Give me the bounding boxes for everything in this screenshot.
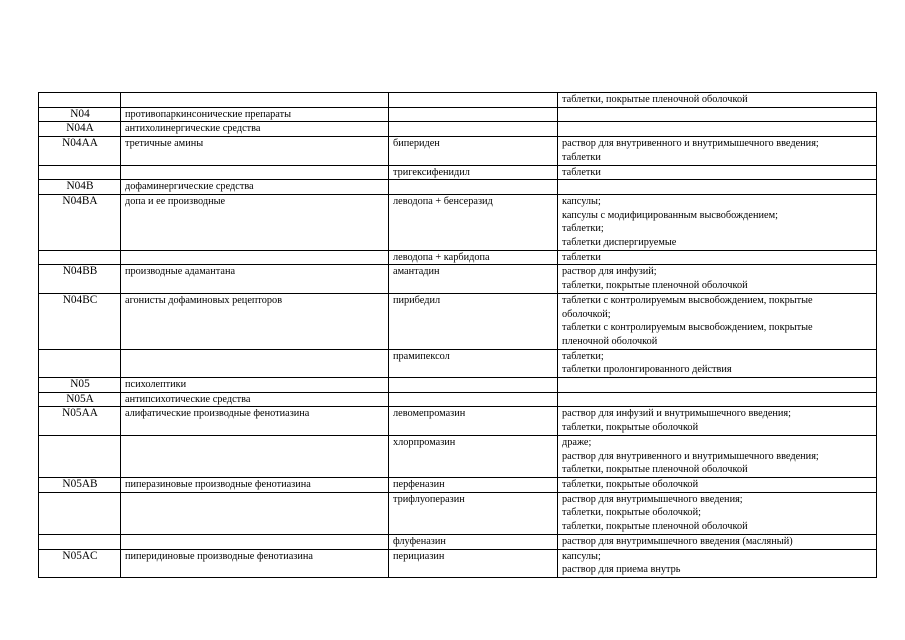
group-name-cell: антихолинергические средства bbox=[121, 122, 389, 137]
dosage-form-line: раствор для внутривенного и внутримышечного введения; bbox=[562, 138, 819, 150]
drug-name-cell: левомепромазин bbox=[389, 407, 558, 435]
drug-name-cell: перициазин bbox=[389, 549, 558, 577]
dosage-forms-cell bbox=[558, 435, 877, 477]
dosage-form-line: раствор для внутримышечного введения (масляный) bbox=[562, 535, 793, 547]
table-row bbox=[39, 137, 877, 165]
dosage-form-line: капсулы с модифицированным высвобождением; bbox=[562, 209, 778, 221]
dosage-form-line: таблетки, покрытые оболочкой bbox=[562, 478, 699, 490]
drug-name-cell: пирибедил bbox=[389, 293, 558, 349]
dosage-forms-cell bbox=[558, 107, 877, 122]
drug-name-cell bbox=[389, 122, 558, 137]
dosage-forms-cell bbox=[558, 250, 877, 265]
group-name-cell: допа и ее производные bbox=[121, 194, 389, 250]
drug-name-cell: хлорпромазин bbox=[389, 435, 558, 477]
drug-name-cell: тригексифенидил bbox=[389, 165, 558, 180]
atc-drug-table bbox=[38, 92, 877, 578]
atc-code-cell: N04BB bbox=[39, 265, 121, 293]
dosage-form-line: капсулы; bbox=[562, 550, 601, 562]
table-row bbox=[39, 549, 877, 577]
table-row bbox=[39, 534, 877, 549]
atc-code-cell: N05AA bbox=[39, 407, 121, 435]
dosage-forms-cell bbox=[558, 265, 877, 293]
dosage-forms-cell bbox=[558, 165, 877, 180]
dosage-forms-cell bbox=[558, 122, 877, 137]
dosage-form-line: таблетки, покрытые пленочной оболочкой bbox=[562, 280, 748, 292]
group-name-cell: пиперидиновые производные фенотиазина bbox=[121, 549, 389, 577]
atc-code-cell: N04BC bbox=[39, 293, 121, 349]
drug-name-cell: прамипексол bbox=[389, 349, 558, 377]
atc-code-cell bbox=[39, 349, 121, 377]
table-row bbox=[39, 107, 877, 122]
drug-name-cell bbox=[389, 378, 558, 393]
table-row bbox=[39, 477, 877, 492]
dosage-form-line: драже; bbox=[562, 436, 592, 448]
table-row bbox=[39, 122, 877, 137]
atc-code-cell: N04A bbox=[39, 122, 121, 137]
table-row bbox=[39, 392, 877, 407]
dosage-form-line: таблетки, покрытые пленочной оболочкой bbox=[562, 94, 748, 105]
atc-code-cell bbox=[39, 93, 121, 108]
drug-name-cell: бипериден bbox=[389, 137, 558, 165]
table-row bbox=[39, 165, 877, 180]
atc-code-cell bbox=[39, 250, 121, 265]
dosage-forms-cell bbox=[558, 137, 877, 165]
group-name-cell bbox=[121, 349, 389, 377]
group-name-cell bbox=[121, 93, 389, 108]
dosage-form-line: таблетки, покрытые оболочкой bbox=[562, 422, 699, 434]
dosage-forms-cell bbox=[558, 477, 877, 492]
atc-code-cell: N04B bbox=[39, 180, 121, 195]
dosage-form-line: раствор для внутривенного и внутримышечного введения; bbox=[562, 450, 819, 462]
dosage-form-line: таблетки bbox=[562, 166, 601, 178]
group-name-cell bbox=[121, 250, 389, 265]
group-name-cell bbox=[121, 165, 389, 180]
table-row bbox=[39, 492, 877, 534]
table-row bbox=[39, 180, 877, 195]
dosage-forms-cell bbox=[558, 492, 877, 534]
table-row bbox=[39, 265, 877, 293]
atc-code-cell bbox=[39, 534, 121, 549]
dosage-form-line: раствор для инфузий; bbox=[562, 266, 657, 278]
dosage-form-line: таблетки bbox=[562, 151, 601, 163]
dosage-form-line: таблетки; bbox=[562, 223, 604, 235]
atc-code-cell: N04 bbox=[39, 107, 121, 122]
table-row bbox=[39, 378, 877, 393]
dosage-form-line: таблетки bbox=[562, 251, 601, 263]
dosage-forms-cell bbox=[558, 534, 877, 549]
drug-name-cell: леводопа + бенсеразид bbox=[389, 194, 558, 250]
group-name-cell bbox=[121, 492, 389, 534]
atc-code-cell: N04BA bbox=[39, 194, 121, 250]
dosage-form-line: раствор для инфузий и внутримышечного введения; bbox=[562, 408, 792, 420]
table-body bbox=[39, 93, 877, 578]
atc-code-cell bbox=[39, 435, 121, 477]
atc-code-cell: N05A bbox=[39, 392, 121, 407]
dosage-forms-cell bbox=[558, 293, 877, 349]
drug-name-cell: перфеназин bbox=[389, 477, 558, 492]
dosage-forms-cell bbox=[558, 93, 877, 108]
drug-name-cell: флуфеназин bbox=[389, 534, 558, 549]
dosage-forms-cell bbox=[558, 349, 877, 377]
table-row bbox=[39, 349, 877, 377]
drug-name-cell bbox=[389, 392, 558, 407]
group-name-cell bbox=[121, 534, 389, 549]
dosage-form-line: раствор для приема внутрь bbox=[562, 564, 681, 576]
atc-code-cell: N05AB bbox=[39, 477, 121, 492]
dosage-form-line: капсулы; bbox=[562, 195, 601, 207]
table-row bbox=[39, 194, 877, 250]
atc-code-cell bbox=[39, 492, 121, 534]
dosage-form-line: таблетки, покрытые пленочной оболочкой bbox=[562, 464, 748, 476]
group-name-cell bbox=[121, 435, 389, 477]
table-row bbox=[39, 293, 877, 349]
table-row bbox=[39, 93, 877, 108]
table-row bbox=[39, 435, 877, 477]
atc-code-cell: N05AC bbox=[39, 549, 121, 577]
group-name-cell: алифатические производные фенотиазина bbox=[121, 407, 389, 435]
atc-code-cell: N05 bbox=[39, 378, 121, 393]
group-name-cell: психолептики bbox=[121, 378, 389, 393]
drug-name-cell bbox=[389, 180, 558, 195]
atc-code-cell: N04AA bbox=[39, 137, 121, 165]
group-name-cell: противопаркинсонические препараты bbox=[121, 107, 389, 122]
drug-name-cell: амантадин bbox=[389, 265, 558, 293]
dosage-forms-cell bbox=[558, 407, 877, 435]
drug-name-cell: трифлуоперазин bbox=[389, 492, 558, 534]
group-name-cell: агонисты дофаминовых рецепторов bbox=[121, 293, 389, 349]
atc-code-cell bbox=[39, 165, 121, 180]
table-row bbox=[39, 250, 877, 265]
dosage-form-line: таблетки, покрытые оболочкой; bbox=[562, 507, 701, 519]
dosage-form-line: таблетки с контролируемым высвобождением, покрытые bbox=[562, 294, 813, 306]
table-row bbox=[39, 407, 877, 435]
dosage-form-line: пленочной оболочкой bbox=[562, 335, 658, 347]
dosage-form-line: таблетки пролонгированного действия bbox=[562, 364, 732, 376]
group-name-cell: антипсихотические средства bbox=[121, 392, 389, 407]
dosage-form-line: таблетки; bbox=[562, 350, 604, 362]
dosage-form-line: таблетки диспергируемые bbox=[562, 237, 677, 249]
drug-name-cell bbox=[389, 107, 558, 122]
dosage-forms-cell bbox=[558, 378, 877, 393]
dosage-form-line: таблетки с контролируемым высвобождением, покрытые bbox=[562, 322, 813, 334]
dosage-form-line: оболочкой; bbox=[562, 308, 611, 320]
group-name-cell: пиперазиновые производные фенотиазина bbox=[121, 477, 389, 492]
group-name-cell: третичные амины bbox=[121, 137, 389, 165]
dosage-forms-cell bbox=[558, 549, 877, 577]
drug-name-cell: леводопа + карбидопа bbox=[389, 250, 558, 265]
drug-name-cell bbox=[389, 93, 558, 108]
group-name-cell: производные адамантана bbox=[121, 265, 389, 293]
dosage-forms-cell bbox=[558, 194, 877, 250]
dosage-form-line: раствор для внутримышечного введения; bbox=[562, 493, 743, 505]
dosage-forms-cell bbox=[558, 392, 877, 407]
dosage-forms-cell bbox=[558, 180, 877, 195]
dosage-form-line: таблетки, покрытые пленочной оболочкой bbox=[562, 521, 748, 533]
group-name-cell: дофаминергические средства bbox=[121, 180, 389, 195]
